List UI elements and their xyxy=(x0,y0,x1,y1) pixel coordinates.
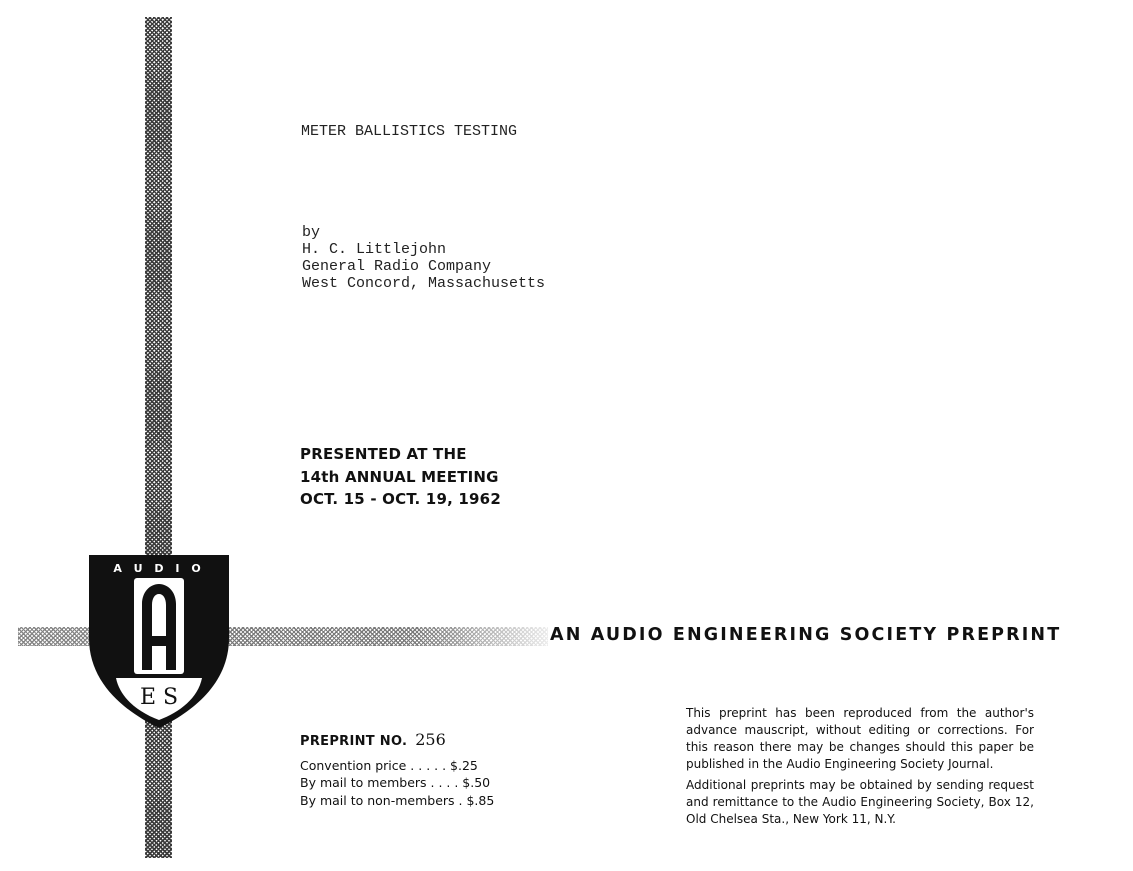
notes-additional-preprints: Additional preprints may be obtained by sending request and remittance to the Audio Engineering Society, Box 12, Old Chelsea Sta., New York 11, N.Y. xyxy=(686,778,1034,826)
logo-es-text: E S xyxy=(139,685,179,710)
notes-reproduction: This preprint has been reproduced from the author's advance mauscript, without editing or corrections. For this reason there may be changes should this paper be published in the Audio Engineering Society Journal. xyxy=(686,706,1034,771)
preprint-banner: AN AUDIO ENGINEERING SOCIETY PREPRINT xyxy=(550,625,1062,645)
byline xyxy=(302,224,545,292)
preprint-number-line xyxy=(300,731,494,751)
paper-title: METER BALLISTICS TESTING xyxy=(301,123,518,140)
price-mail-members: By mail to members . . . . $.50 xyxy=(300,775,491,790)
byline-by: by xyxy=(302,224,321,241)
presented-line-1: PRESENTED AT THE xyxy=(300,445,467,463)
author-name: H. C. Littlejohn xyxy=(302,241,447,258)
price-mail-non-members: By mail to non-members . $.85 xyxy=(300,792,495,808)
pricing-block xyxy=(300,731,494,809)
horizontal-decorative-bar-right xyxy=(218,627,548,646)
preprint-number-label: PREPRINT NO. xyxy=(300,734,408,749)
author-organization: General Radio Company xyxy=(302,258,492,275)
notes-block xyxy=(686,705,1034,828)
author-location: West Concord, Massachusetts xyxy=(302,275,546,292)
vertical-decorative-bar xyxy=(145,17,172,858)
price-convention: Convention price . . . . . $.25 xyxy=(300,757,478,773)
aes-shield-logo xyxy=(86,552,232,730)
logo-audio-text: A U D I O xyxy=(113,562,205,575)
preprint-number: 256 xyxy=(415,730,446,749)
presented-block xyxy=(300,443,501,511)
presented-line-2: 14th ANNUAL MEETING xyxy=(300,467,499,486)
presented-line-3: OCT. 15 - OCT. 19, 1962 xyxy=(300,490,501,508)
